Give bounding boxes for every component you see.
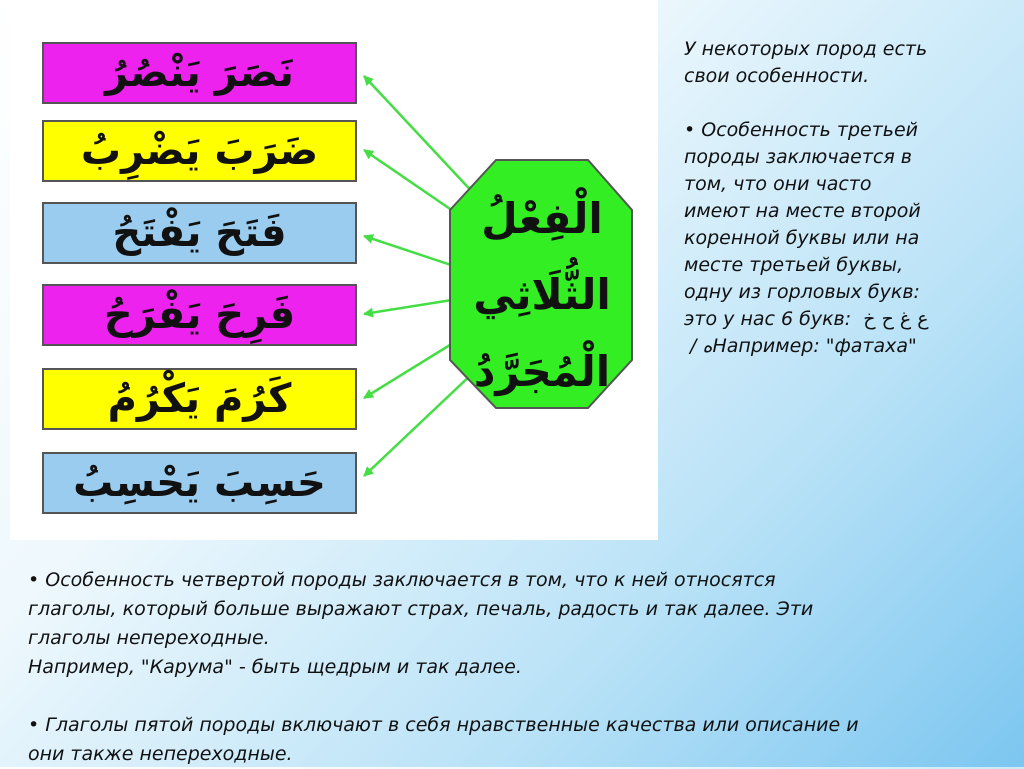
third-line-4: имеют на месте второй [684, 200, 921, 222]
fourth-line-3: глаголы непереходные. [28, 627, 270, 649]
verb-text: نَصَرَ يَنْصُرُ [105, 50, 294, 96]
center-line-2: الثُّلَاثِي [473, 270, 611, 320]
fourth-line-2: глаголы, который больше выражают страх, печаль, радость и так далее. Эти [28, 598, 814, 620]
count-line [684, 306, 984, 333]
third-line-1: • Особенность третьей [684, 119, 919, 141]
center-line-3: الْمُجَرَّدُ [473, 347, 611, 397]
third-line-2: породы заключается в [684, 146, 913, 168]
third-line-3: том, что они часто [684, 173, 872, 195]
fifth-line-2: они также непереходные. [28, 743, 293, 765]
example-text: / هНапример: "фатаха" [690, 335, 917, 357]
fifth-line-1: • Глаголы пятой породы включают в себя нравственные качества или описание и [28, 714, 859, 736]
verb-text: ضَرَبَ يَضْرِبُ [80, 128, 319, 174]
count-text: это у нас 6 букв: [684, 308, 852, 330]
example-karuma: Например, "Карума" - быть щедрым и так далее. [28, 656, 522, 678]
center-label [452, 180, 632, 410]
center-line-1: الْفِعْلُ [481, 193, 603, 243]
verb-text: كَرُمَ يَكْرُمُ [107, 376, 292, 422]
intro-line-1: У некоторых пород есть [684, 38, 928, 60]
intro-line-2: свои особенности. [684, 65, 870, 87]
fourth-line-1: • Особенность четвертой породы заключается в том, что к ней относятся [28, 569, 776, 591]
throat-letters: ع غ ح خ [863, 308, 929, 330]
verb-text: حَسِبَ يَحْسِبُ [73, 460, 326, 506]
right-description [684, 36, 984, 360]
verb-text: فَتَحَ يَفْتَحُ [112, 210, 287, 256]
third-line-7: одну из горловых букв: [684, 281, 920, 303]
bottom-description [28, 566, 988, 769]
example-line [684, 333, 984, 360]
third-line-5: коренной буквы или на [684, 227, 920, 249]
verb-text: فَرِحَ يَفْرَحُ [103, 292, 296, 338]
third-line-6: месте третьей буквы, [684, 254, 904, 276]
